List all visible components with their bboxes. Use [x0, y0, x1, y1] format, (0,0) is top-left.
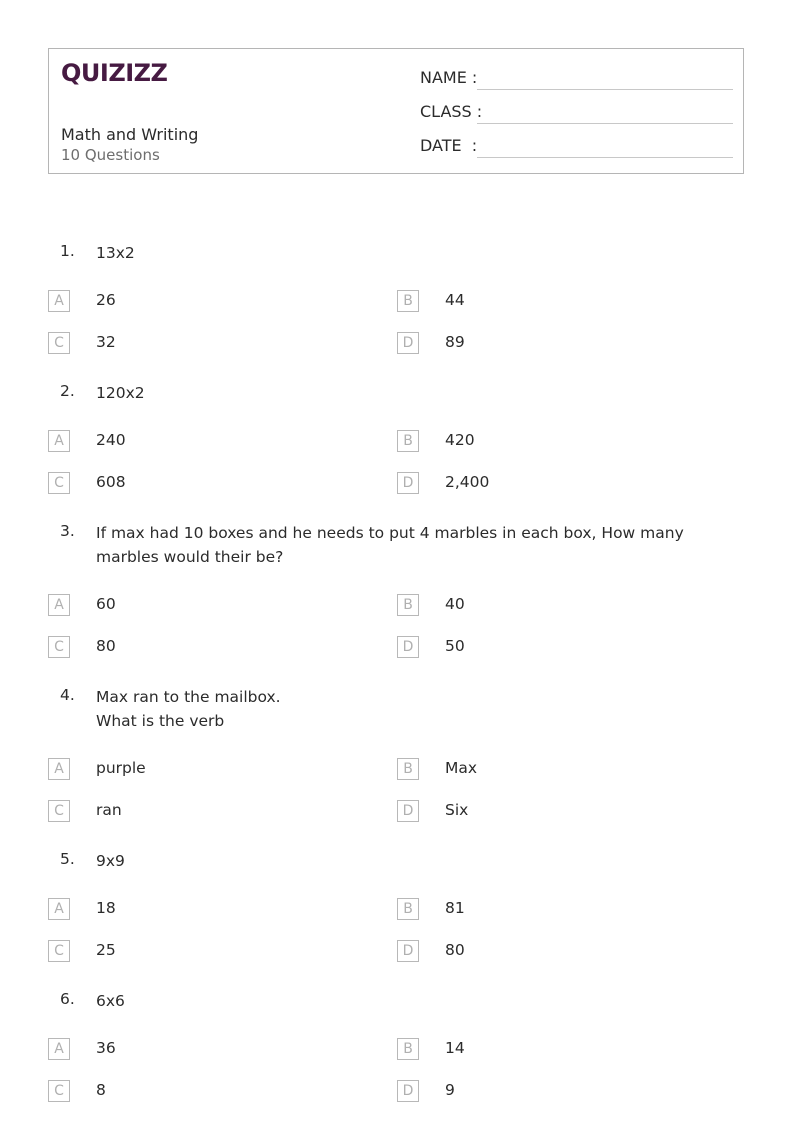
option-letter-c[interactable]: C — [48, 940, 70, 962]
answer-option: 60 — [96, 595, 116, 613]
option-letter-c[interactable]: C — [48, 332, 70, 354]
answer-option: 608 — [96, 473, 126, 491]
answer-option: purple — [96, 759, 146, 777]
question-text: Max ran to the mailbox. What is the verb — [96, 688, 281, 730]
option-letter-b[interactable]: B — [397, 290, 419, 312]
answer-option: 8 — [96, 1081, 106, 1099]
option-letter-a[interactable]: A — [48, 430, 70, 452]
option-letter-d[interactable]: D — [397, 636, 419, 658]
option-letter-b[interactable]: B — [397, 1038, 419, 1060]
answer-option: 50 — [445, 637, 465, 655]
question-number: 4. — [60, 686, 75, 704]
option-letter-c[interactable]: C — [48, 472, 70, 494]
quizizz-logo: QUIZIZZ — [61, 59, 168, 87]
option-letter-a[interactable]: A — [48, 290, 70, 312]
question-text: 9x9 — [96, 852, 125, 870]
option-letter-d[interactable]: D — [397, 332, 419, 354]
question-number: 1. — [60, 242, 75, 260]
answer-option: 89 — [445, 333, 465, 351]
date-line[interactable] — [477, 157, 733, 158]
answer-option: 36 — [96, 1039, 116, 1057]
answer-option: 240 — [96, 431, 126, 449]
option-letter-d[interactable]: D — [397, 940, 419, 962]
option-letter-b[interactable]: B — [397, 898, 419, 920]
question-number: 6. — [60, 990, 75, 1008]
answer-option: 44 — [445, 291, 465, 309]
answer-option: 81 — [445, 899, 465, 917]
option-letter-b[interactable]: B — [397, 430, 419, 452]
worksheet-header — [48, 48, 744, 174]
answer-option: 32 — [96, 333, 116, 351]
answer-option: 25 — [96, 941, 116, 959]
answer-option: Max — [445, 759, 478, 777]
question-text: 13x2 — [96, 244, 135, 262]
option-letter-d[interactable]: D — [397, 472, 419, 494]
option-letter-a[interactable]: A — [48, 898, 70, 920]
question-text: 120x2 — [96, 384, 145, 402]
option-letter-c[interactable]: C — [48, 636, 70, 658]
class-line[interactable] — [477, 123, 733, 124]
answer-option: 18 — [96, 899, 116, 917]
answer-option: Six — [445, 801, 469, 819]
answer-option: 9 — [445, 1081, 455, 1099]
question-count: 10 Questions — [61, 146, 160, 164]
answer-option: 26 — [96, 291, 116, 309]
answer-option: 80 — [96, 637, 116, 655]
option-letter-a[interactable]: A — [48, 594, 70, 616]
option-letter-b[interactable]: B — [397, 594, 419, 616]
option-letter-b[interactable]: B — [397, 758, 419, 780]
option-letter-d[interactable]: D — [397, 1080, 419, 1102]
date-label: DATE : — [420, 136, 478, 155]
question-number: 2. — [60, 382, 75, 400]
answer-option: 420 — [445, 431, 475, 449]
question-number: 3. — [60, 522, 75, 540]
class-label: CLASS : — [420, 102, 483, 121]
answer-option: 80 — [445, 941, 465, 959]
name-line[interactable] — [477, 89, 733, 90]
option-letter-a[interactable]: A — [48, 758, 70, 780]
question-text: If max had 10 boxes and he needs to put 4 marbles in each box, How many marbles would their be? — [96, 524, 684, 566]
option-letter-c[interactable]: C — [48, 1080, 70, 1102]
answer-option: 2,400 — [445, 473, 490, 491]
worksheet-title: Math and Writing — [61, 125, 199, 144]
answer-option: 40 — [445, 595, 465, 613]
option-letter-a[interactable]: A — [48, 1038, 70, 1060]
question-text: 6x6 — [96, 992, 125, 1010]
answer-option: 14 — [445, 1039, 465, 1057]
question-number: 5. — [60, 850, 75, 868]
option-letter-c[interactable]: C — [48, 800, 70, 822]
option-letter-d[interactable]: D — [397, 800, 419, 822]
name-label: NAME : — [420, 68, 478, 87]
answer-option: ran — [96, 801, 122, 819]
